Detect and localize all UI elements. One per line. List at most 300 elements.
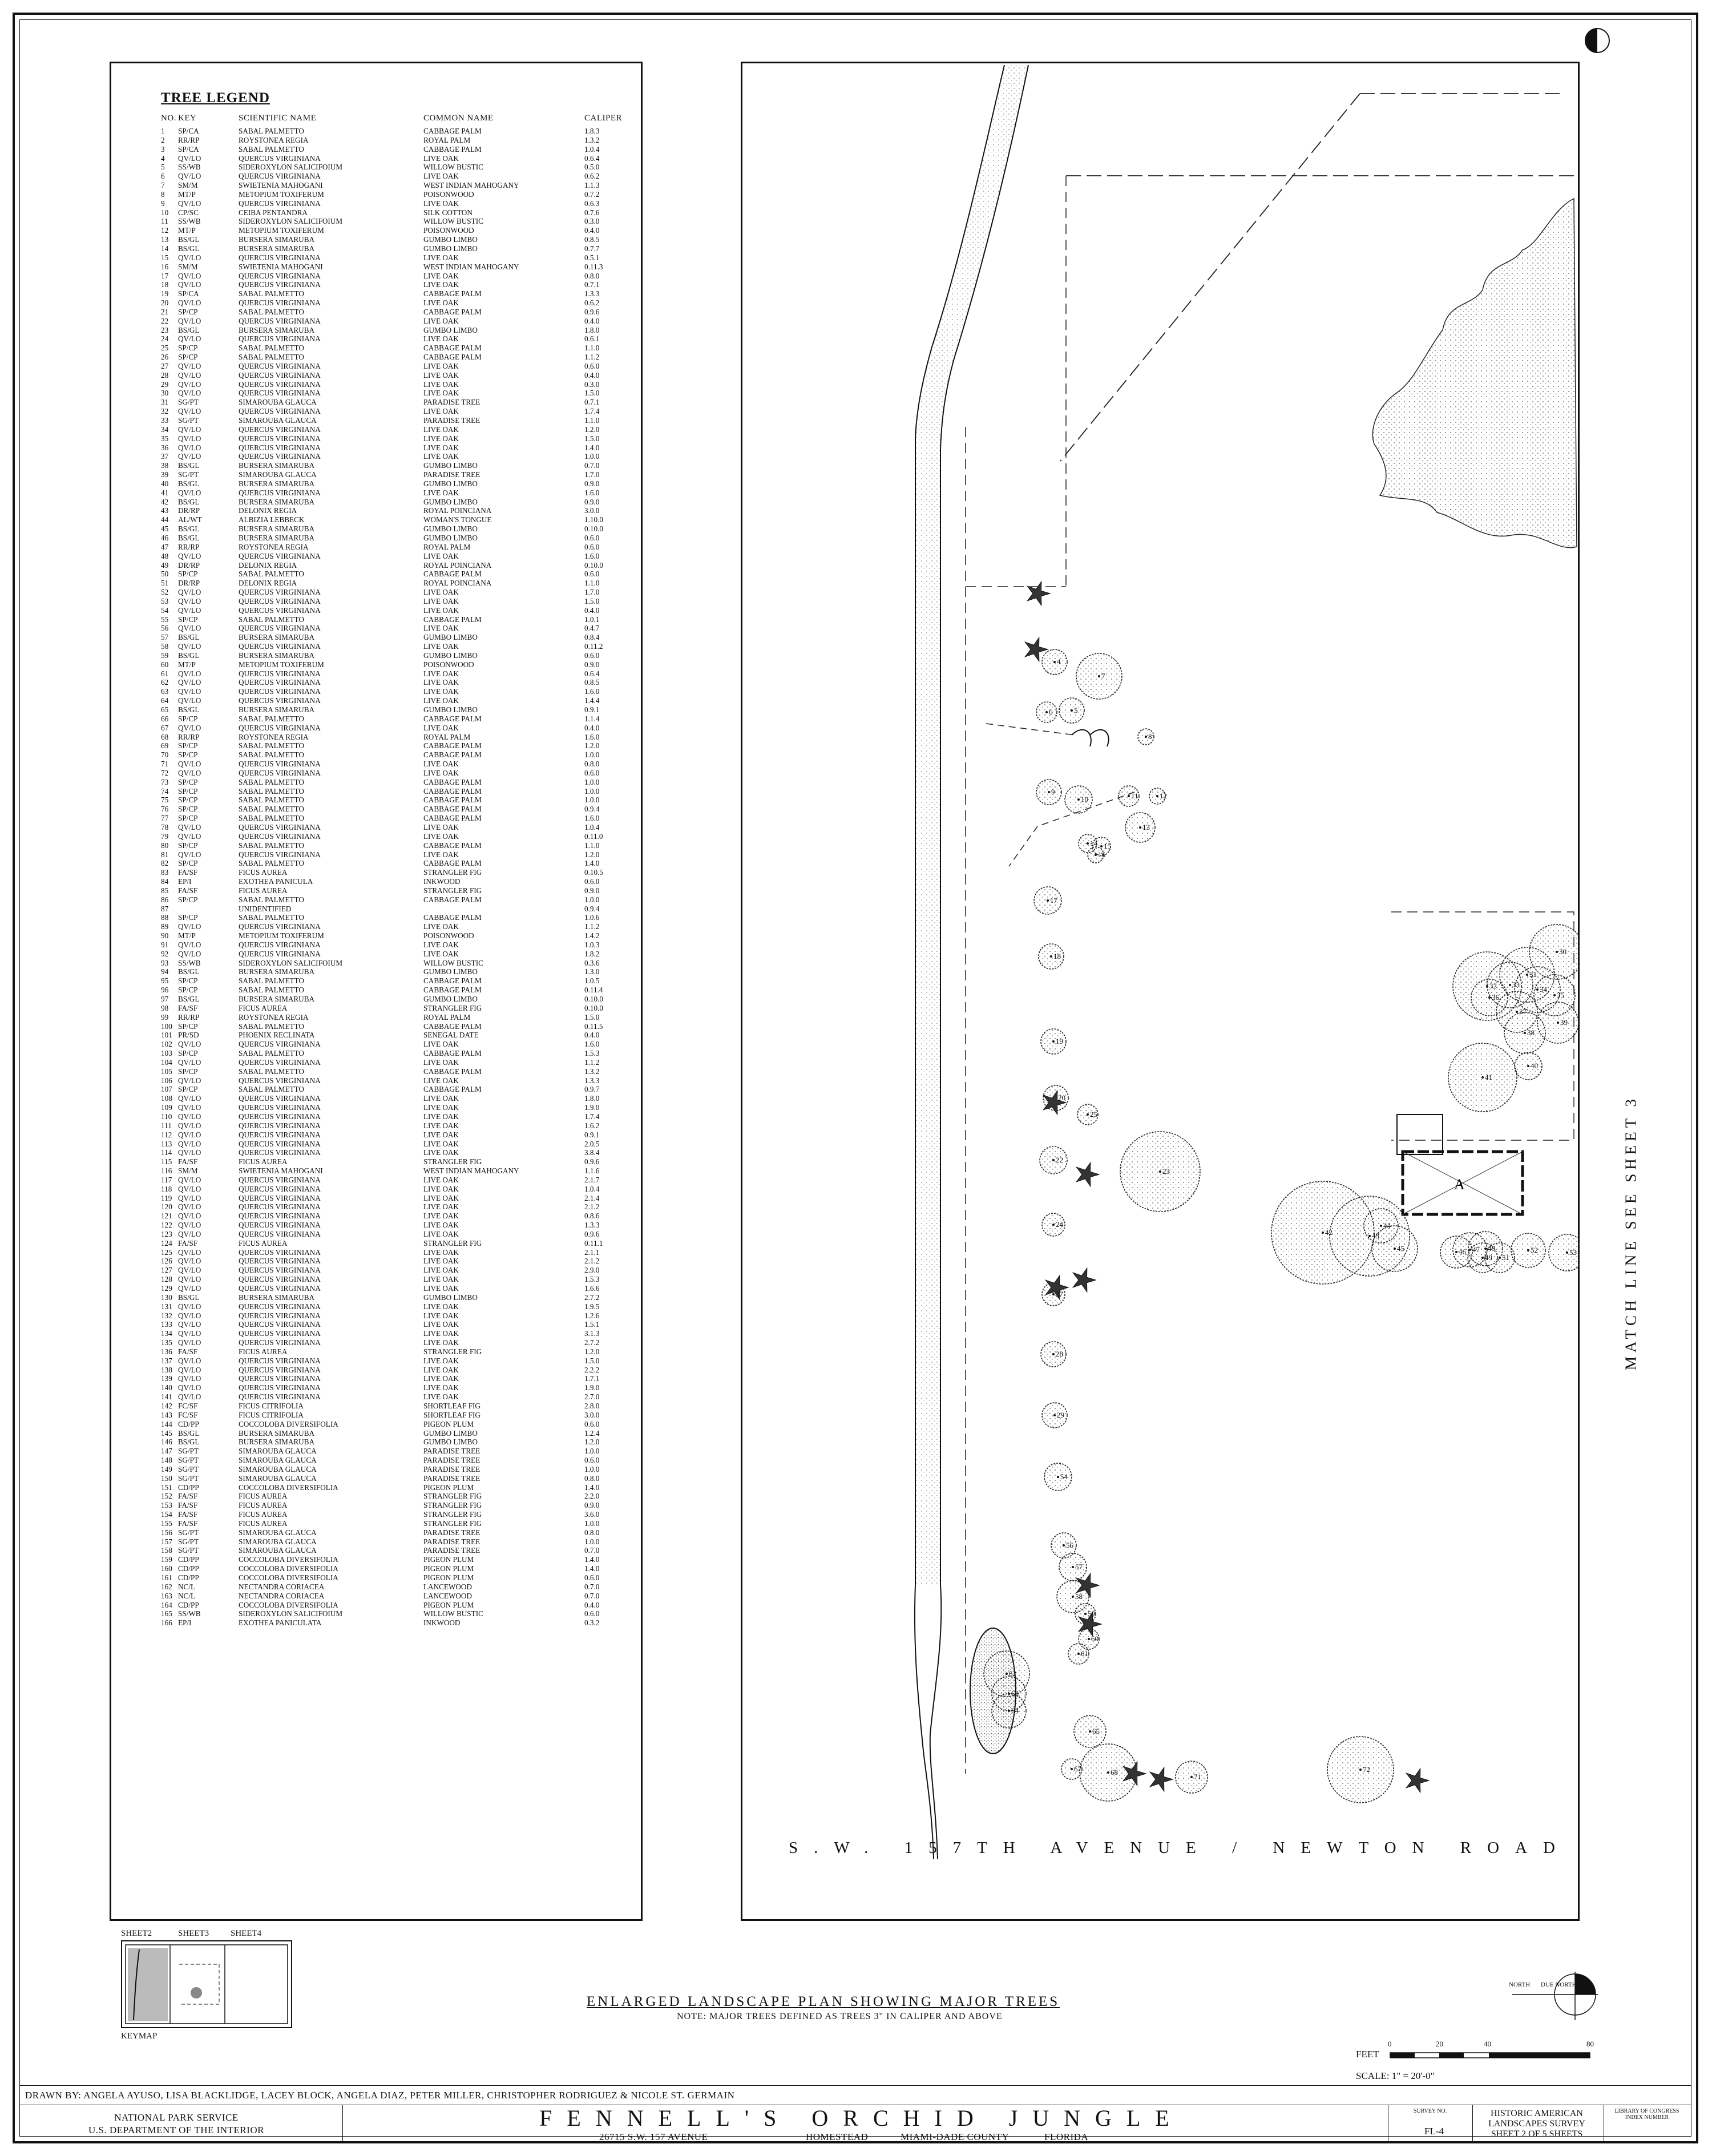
palm-symbol-icon [1406,1769,1429,1792]
tree-trunk-marker [1516,1011,1518,1013]
legend-caliper: 0.6.0 [584,533,600,542]
legend-caliper: 1.9.5 [584,1302,600,1311]
tree-number-label: 58 [1075,1592,1083,1601]
legend-common: PARADISE TREE [423,1537,481,1546]
tree-trunk-marker [1322,1232,1324,1234]
legend-key: SG/PT [178,1456,199,1465]
legend-scientific: QUERCUS VIRGINIANA [239,922,321,931]
legend-no: 140 [161,1383,172,1392]
legend-common: CABBAGE PALM [423,289,482,298]
driveway-stipple [915,65,1028,1585]
legend-no: 43 [161,506,169,515]
legend-key: QV/LO [178,407,201,416]
legend-caliper: 2.1.4 [584,1193,600,1202]
legend-caliper: 1.5.3 [584,1049,600,1058]
legend-header-scientific: SCIENTIFIC NAME [239,114,317,123]
legend-scientific: QUERCUS VIRGINIANA [239,1121,321,1130]
legend-row [161,1546,629,1555]
legend-no: 108 [161,1094,172,1103]
habs-line-1: HISTORIC AMERICAN [1491,2109,1583,2118]
legend-no: 124 [161,1238,172,1247]
legend-key: QV/LO [178,696,201,705]
legend-scientific: BURSERA SIMARUBA [239,1428,315,1438]
legend-common: STRANGLER FIG [423,1238,482,1247]
legend-no: 34 [161,425,169,434]
legend-no: 8 [161,189,165,199]
legend-caliper: 1.0.5 [584,976,600,986]
legend-common: PIGEON PLUM [423,1573,474,1582]
legend-row [161,425,629,434]
legend-key: FA/SF [178,1501,198,1510]
legend-scientific: QUERCUS VIRGINIANA [239,696,321,705]
legend-key: QV/LO [178,1212,201,1221]
legend-caliper: 0.6.0 [584,1609,600,1618]
legend-key: SM/M [178,262,198,271]
legend-caliper: 0.8.0 [584,271,600,280]
legend-no: 99 [161,1012,169,1022]
legend-common: LIVE OAK [423,687,459,696]
legend-row [161,1438,629,1447]
tree-trunk-marker [1077,1653,1080,1655]
legend-scientific: QUERCUS VIRGINIANA [239,642,321,651]
tree-number-label: 27 [1056,1290,1063,1298]
legend-no: 113 [161,1139,172,1148]
tree-number-label: 47 [1472,1245,1480,1254]
legend-caliper: 0.6.0 [584,1419,600,1428]
legend-row [161,696,629,705]
legend-row [161,886,629,895]
legend-common: LIVE OAK [423,1383,459,1392]
legend-no: 70 [161,750,169,760]
legend-caliper: 0.9.7 [584,1085,600,1094]
legend-key: FA/SF [178,1238,198,1247]
legend-no: 62 [161,678,169,687]
legend-caliper: 0.7.2 [584,189,600,199]
legend-key: BS/GL [178,524,200,534]
legend-row [161,1040,629,1049]
legend-common: WILLOW BUSTIC [423,958,483,967]
legend-key: QV/LO [178,687,201,696]
legend-no: 5 [161,163,165,172]
tree-trunk-marker [1052,1353,1055,1355]
legend-no: 68 [161,732,169,741]
legend-no: 130 [161,1293,172,1302]
legend-no: 145 [161,1428,172,1438]
legend-row [161,1492,629,1501]
legend-common: SHORTLEAF FIG [423,1401,481,1410]
legend-common: CABBAGE PALM [423,741,482,750]
legend-common: LIVE OAK [423,1356,459,1365]
legend-common: ROYAL PALM [423,732,471,741]
legend-key: QV/LO [178,1247,201,1257]
tree-trunk-marker [1089,1730,1091,1733]
legend-no: 57 [161,633,169,642]
legend-caliper: 1.2.0 [584,850,600,859]
legend-row [161,1103,629,1112]
legend-caliper: 0.6.0 [584,1456,600,1465]
tree-trunk-marker [1088,1638,1090,1640]
legend-scientific: ROYSTONEA REGIA [239,732,309,741]
legend-row [161,895,629,905]
legend-common: LIVE OAK [423,624,459,633]
legend-key: SG/PT [178,1447,199,1456]
legend-row [161,1013,629,1022]
tree-number-label: 30 [1559,947,1566,956]
legend-no: 154 [161,1510,172,1519]
legend-common: CABBAGE PALM [423,913,482,922]
legend-common: LIVE OAK [423,940,459,949]
tree-trunk-marker [1063,1544,1065,1547]
legend-scientific: BURSERA SIMARUBA [239,705,315,714]
legend-row [161,145,629,154]
legend-key: SG/PT [178,1546,199,1555]
legend-scientific: SABAL PALMETTO [239,307,304,316]
legend-no: 28 [161,370,169,379]
legend-row [161,976,629,986]
legend-no: 147 [161,1447,172,1456]
library-block [1607,2108,1687,2121]
legend-common: CABBAGE PALM [423,805,482,814]
legend-common: LIVE OAK [423,361,459,370]
legend-row [161,1483,629,1492]
legend-common: PARADISE TREE [423,398,481,407]
tree-trunk-marker [1527,1065,1529,1067]
legend-row [161,1456,629,1465]
legend-row [161,624,629,633]
tree-trunk-marker [1095,854,1097,856]
legend-caliper: 1.6.6 [584,1284,600,1293]
legend-no: 138 [161,1365,172,1374]
legend-scientific: FICUS AUREA [239,1157,288,1166]
legend-no: 90 [161,931,169,940]
legend-caliper: 0.11.2 [584,642,603,651]
legend-row [161,1501,629,1510]
legend-row [161,642,629,651]
legend-key: QV/LO [178,551,201,560]
legend-caliper: 0.4.0 [584,1600,600,1609]
legend-no: 132 [161,1311,172,1320]
legend-caliper: 0.6.3 [584,199,600,208]
legend-row [161,1248,629,1257]
legend-scientific: QUERCUS VIRGINIANA [239,687,321,696]
legend-row [161,1411,629,1420]
legend-title: TREE LEGEND [161,90,270,106]
legend-row [161,724,629,733]
legend-common: GUMBO LIMBO [423,705,478,714]
legend-row [161,362,629,371]
legend-row [161,217,629,226]
legend-common: CABBAGE PALM [423,1067,482,1076]
legend-no: 92 [161,949,169,958]
tree-number-label: 28 [1056,1350,1063,1358]
legend-key: RR/RP [178,542,200,551]
legend-no: 47 [161,542,169,551]
legend-scientific: QUERCUS VIRGINIANA [239,1040,321,1049]
tree-trunk-marker [1057,1476,1059,1478]
legend-common: LIVE OAK [423,298,459,308]
legend-key: QV/LO [178,1112,201,1121]
legend-common: STRANGLER FIG [423,1003,482,1012]
legend-caliper: 1.0.0 [584,786,600,796]
legend-caliper: 1.7.1 [584,1374,600,1383]
tree-trunk-marker [1128,795,1130,797]
project-title: FENNELL'S ORCHID JUNGLE [539,2105,1184,2131]
tree-number-label: 25 [1090,1110,1097,1119]
legend-row [161,905,629,914]
legend-common: LIVE OAK [423,1202,459,1212]
legend-common: POISONWOOD [423,226,474,235]
legend-common: LIVE OAK [423,1365,459,1374]
legend-no: 164 [161,1600,172,1609]
legend-scientific: QUERCUS VIRGINIANA [239,199,321,208]
legend-no: 19 [161,289,169,298]
legend-scientific: DELONIX REGIA [239,560,297,570]
legend-scientific: QUERCUS VIRGINIANA [239,940,321,949]
habs-line-2: LANDSCAPES SURVEY [1488,2119,1585,2129]
tree-trunk-marker [1145,736,1147,738]
legend-common: LIVE OAK [423,696,459,705]
legend-common: PARADISE TREE [423,416,481,425]
legend-row [161,1212,629,1221]
legend-scientific: ROYSTONEA REGIA [239,135,309,144]
survey-no-label: SURVEY NO. [1413,2108,1447,2114]
legend-key: SG/PT [178,1528,199,1537]
legend-key: QV/LO [178,1392,201,1402]
legend-no: 82 [161,859,169,868]
legend-row [161,1293,629,1302]
legend-caliper: 1.8.0 [584,325,600,334]
legend-row [161,272,629,281]
legend-key: CD/PP [178,1483,199,1492]
legend-key: QV/LO [178,1257,201,1266]
legend-caliper: 0.6.0 [584,768,600,777]
legend-row [161,470,629,479]
legend-caliper: 2.8.0 [584,1401,600,1410]
legend-common: GUMBO LIMBO [423,995,478,1003]
tree-number-label: 46 [1459,1247,1466,1256]
legend-common: LIVE OAK [423,1229,459,1238]
legend-common: CABBAGE PALM [423,1049,482,1058]
legend-scientific: SWIETENIA MAHOGANI [239,1166,323,1176]
legend-scientific: EXOTHEA PANICULATA [239,1618,322,1628]
legend-row [161,1402,629,1411]
palm-symbol-icon [1076,1162,1099,1186]
legend-caliper: 0.6.2 [584,172,600,181]
legend-no: 52 [161,588,169,597]
legend-caliper: 1.5.0 [584,434,600,443]
legend-no: 35 [161,434,169,443]
legend-row [161,1166,629,1176]
legend-key: SM/M [178,181,198,190]
legend-no: 22 [161,316,169,325]
legend-scientific: QUERCUS VIRGINIANA [239,1221,321,1230]
legend-common: LIVE OAK [423,1057,459,1067]
legend-common: LIVE OAK [423,1221,459,1230]
legend-caliper: 0.7.0 [584,1546,600,1555]
legend-row [161,1429,629,1438]
legend-no: 10 [161,208,169,217]
legend-caliper: 0.4.0 [584,1031,600,1040]
legend-scientific: QUERCUS VIRGINIANA [239,624,321,633]
legend-scientific: QUERCUS VIRGINIANA [239,1365,321,1374]
legend-no: 2 [161,135,165,144]
legend-common: LIVE OAK [423,488,459,497]
legend-scientific: QUERCUS VIRGINIANA [239,389,321,398]
legend-no: 112 [161,1130,172,1139]
legend-scientific: QUERCUS VIRGINIANA [239,253,321,262]
legend-caliper: 1.8.0 [584,1094,600,1103]
legend-no: 78 [161,822,169,831]
legend-row [161,1148,629,1157]
legend-scientific: QUERCUS VIRGINIANA [239,452,321,461]
legend-caliper: 1.2.0 [584,1438,600,1447]
legend-common: CABBAGE PALM [423,570,482,579]
legend-scientific: DELONIX REGIA [239,579,297,588]
legend-caliper: 1.1.0 [584,579,600,588]
legend-scientific: FICUS AUREA [239,1238,288,1247]
legend-no: 121 [161,1212,172,1221]
legend-key: RR/RP [178,732,200,741]
legend-caliper: 0.7.0 [584,1582,600,1591]
legend-caliper: 1.5.1 [584,1320,600,1329]
legend-key: QV/LO [178,768,201,777]
legend-row [161,461,629,470]
legend-key: DR/RP [178,506,200,515]
legend-row [161,570,629,579]
legend-common: CABBAGE PALM [423,895,482,904]
building-label: A [1454,1176,1465,1193]
legend-key: SG/PT [178,1473,199,1483]
legend-common: LIVE OAK [423,1392,459,1402]
legend-header-common: COMMON NAME [423,114,494,123]
legend-key: SP/CP [178,344,198,353]
legend-caliper: 1.6.0 [584,732,600,741]
legend-common: CABBAGE PALM [423,1022,482,1031]
legend-common: LIVE OAK [423,452,459,461]
legend-scientific: SABAL PALMETTO [239,714,304,723]
footer-top-rule [19,2085,1691,2086]
tree-number-label: 7 [1101,672,1105,680]
legend-row [161,506,629,515]
legend-row [161,136,629,145]
legend-scientific: METOPIUM TOXIFERUM [239,931,324,940]
tree-trunk-marker [1100,845,1103,847]
legend-row [161,995,629,1004]
tree-number-label: 29 [1057,1411,1064,1419]
legend-key: NC/L [178,1591,196,1600]
legend-row [161,760,629,769]
legend-row [161,931,629,940]
legend-common: SENEGAL DATE [423,1031,479,1040]
legend-key: MT/P [178,660,196,669]
legend-caliper: 0.6.1 [584,334,600,344]
tree-trunk-marker [1509,984,1511,986]
tree-number-label: 24 [1056,1220,1063,1229]
legend-scientific: QUERCUS VIRGINIANA [239,1284,321,1293]
legend-row [161,959,629,968]
legend-common: ROYAL PALM [423,135,471,144]
tree-number-label: 52 [1531,1246,1538,1254]
legend-row [161,1555,629,1564]
tree-number-label: 6 [1049,708,1053,716]
legend-scientific: SIDEROXYLON SALICIFOIUM [239,217,343,226]
legend-scientific: QUERCUS VIRGINIANA [239,280,321,289]
legend-no: 119 [161,1193,172,1202]
legend-caliper: 0.11.4 [584,986,603,995]
legend-row [161,1194,629,1203]
legend-caliper: 0.9.4 [584,805,600,814]
legend-scientific: SIMAROUBA GLAUCA [239,1447,317,1456]
legend-scientific: QUERCUS VIRGINIANA [239,443,321,452]
tree-number-label: 42 [1325,1228,1333,1237]
legend-caliper: 3.6.0 [584,1510,600,1519]
legend-caliper: 1.4.0 [584,1483,600,1492]
legend-key: SP/CP [178,786,198,796]
legend-common: LIVE OAK [423,1275,459,1284]
habs-line-3: SHEET 2 OF 5 SHEETS [1491,2129,1583,2139]
legend-no: 158 [161,1546,172,1555]
legend-key: CD/PP [178,1419,199,1428]
legend-row [161,1140,629,1149]
legend-no: 50 [161,570,169,579]
legend-caliper: 1.1.0 [584,344,600,353]
legend-key: SS/WB [178,217,201,226]
legend-common: GUMBO LIMBO [423,967,478,976]
legend-key: QV/LO [178,669,201,678]
legend-scientific: SIMAROUBA GLAUCA [239,416,317,425]
legend-caliper: 1.0.0 [584,750,600,760]
legend-key: QV/LO [178,624,201,633]
tree-number-label: 72 [1363,1765,1370,1774]
legend-common: LIVE OAK [423,1040,459,1049]
legend-caliper: 1.10.0 [584,515,603,524]
legend-key: FC/SF [178,1401,198,1410]
legend-scientific: QUERCUS VIRGINIANA [239,1247,321,1257]
legend-common: ROYAL POINCIANA [423,579,492,588]
legend-caliper: 3.0.0 [584,506,600,515]
tree-number-label: 10 [1081,795,1088,804]
legend-key: QV/LO [178,1374,201,1383]
legend-key: SP/CP [178,1067,198,1076]
legend-key: CP/SC [178,208,199,217]
legend-scientific: SABAL PALMETTO [239,859,304,868]
legend-key: FA/SF [178,886,198,895]
legend-key: SP/CP [178,805,198,814]
building-a-porch [1397,1115,1443,1154]
legend-row [161,950,629,959]
legend-no: 4 [161,154,165,163]
legend-caliper: 1.4.2 [584,931,600,940]
legend-key: QV/LO [178,922,201,931]
plan-note: NOTE: MAJOR TREES DEFINED AS TREES 3" IN CALIPER AND ABOVE [677,2012,1003,2021]
legend-no: 156 [161,1528,172,1537]
legend-no: 45 [161,524,169,534]
legend-common: CABBAGE PALM [423,307,482,316]
legend-no: 131 [161,1302,172,1311]
legend-no: 122 [161,1221,172,1230]
legend-common: GUMBO LIMBO [423,244,478,253]
drawn-by: DRAWN BY: ANGELA AYUSO, LISA BLACKLIDGE, LACEY BLOCK, ANGELA DIAZ, PETER MILLER, CHRISTOPHER RODRIGUEZ & NICOLE ST. GERMAIN [25,2090,735,2101]
legend-row [161,922,629,931]
legend-common: CABBAGE PALM [423,814,482,823]
legend-no: 110 [161,1112,172,1121]
keymap-label: KEYMAP [121,2032,158,2041]
legend-no: 148 [161,1456,172,1465]
legend-scientific: BURSERA SIMARUBA [239,533,315,542]
legend-key: BS/GL [178,244,200,253]
legend-key: RR/RP [178,135,200,144]
legend-row [161,678,629,687]
